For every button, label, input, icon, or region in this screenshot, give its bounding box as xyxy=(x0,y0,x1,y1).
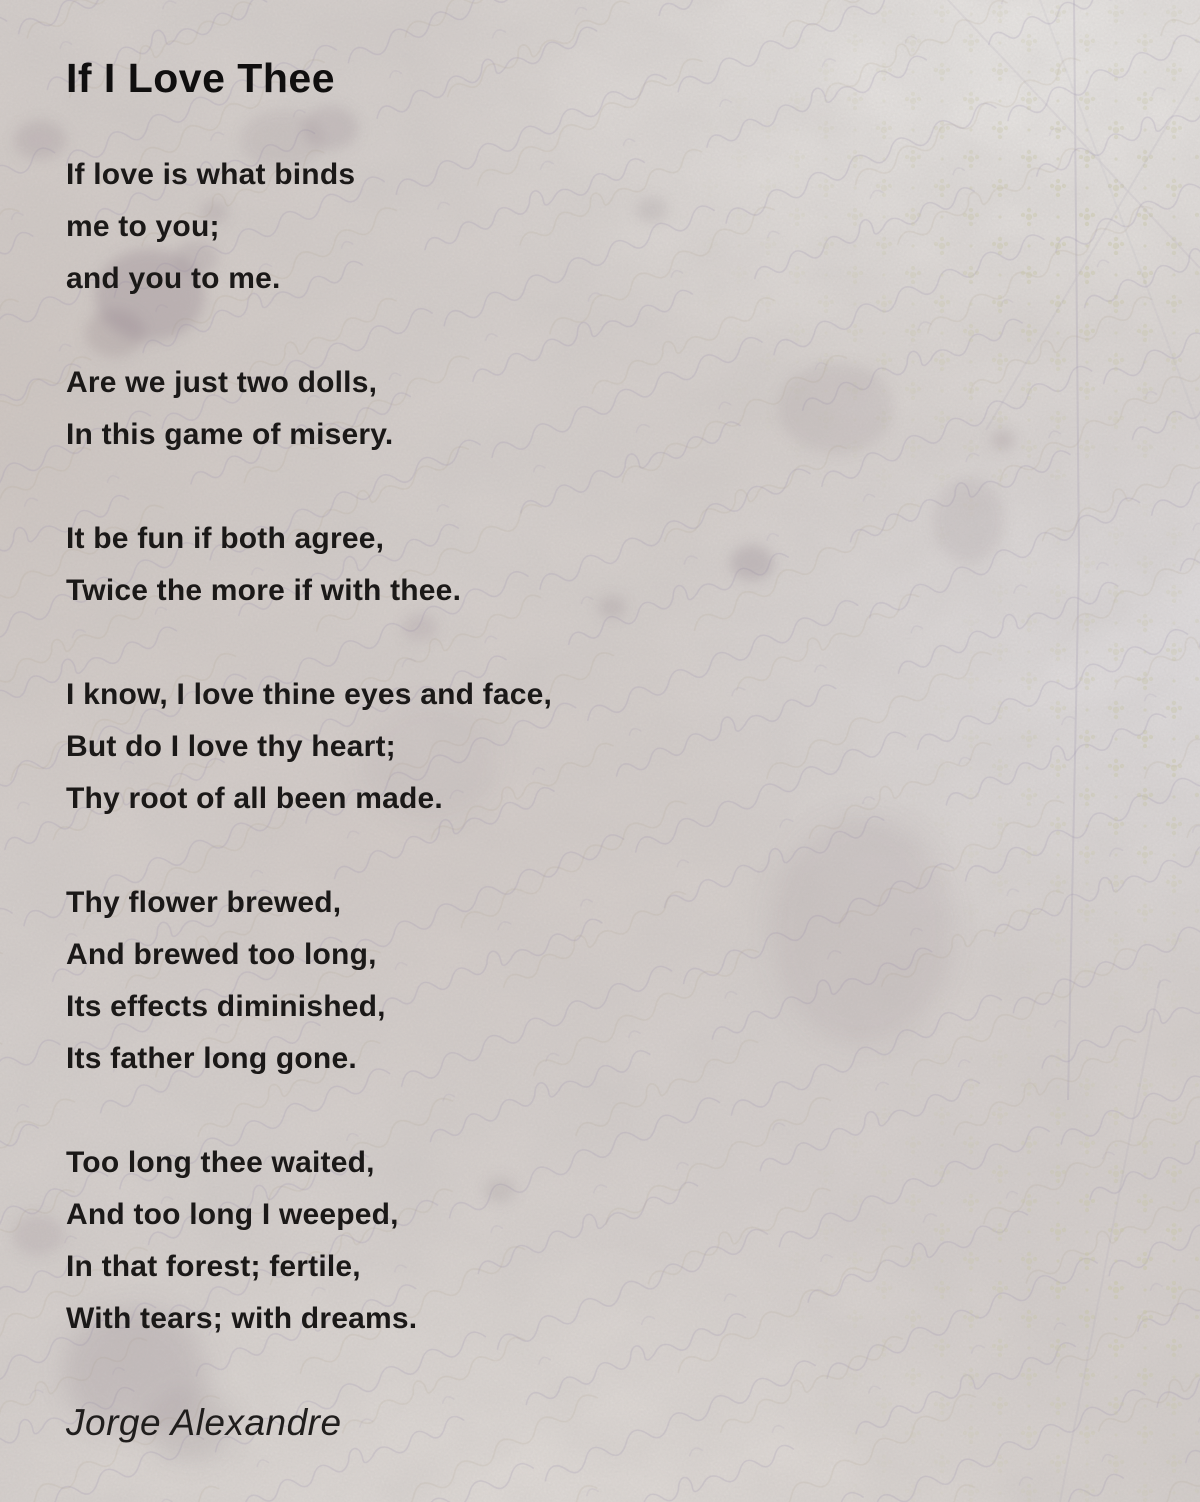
poem-line: Are we just two dolls, xyxy=(66,366,378,399)
poem-line: With tears; with dreams. xyxy=(66,1302,418,1335)
poem-line: If love is what binds xyxy=(66,158,356,191)
stanza-5 xyxy=(66,877,1066,1085)
poem-line: Thy flower brewed, xyxy=(66,886,342,919)
stanza-2 xyxy=(66,357,1066,461)
poem-line: And too long I weeped, xyxy=(66,1198,399,1231)
poem-line: It be fun if both agree, xyxy=(66,522,385,555)
poem-line: Its effects diminished, xyxy=(66,990,386,1023)
poem-line: But do I love thy heart; xyxy=(66,730,396,763)
poem-line: And brewed too long, xyxy=(66,938,377,971)
poem-line: Its father long gone. xyxy=(66,1042,357,1075)
poem-author: Jorge Alexandre xyxy=(66,1402,342,1443)
poem-line: Too long thee waited, xyxy=(66,1146,375,1179)
poem-line: me to you; xyxy=(66,210,220,243)
stanza-6 xyxy=(66,1137,1066,1345)
stanza-3 xyxy=(66,513,1066,617)
poem-line: In this game of misery. xyxy=(66,418,394,451)
poem-line: In that forest; fertile, xyxy=(66,1250,361,1283)
stanza-1 xyxy=(66,149,1066,305)
stanza-4 xyxy=(66,669,1066,825)
poem-title: If I Love Thee xyxy=(66,55,335,101)
poem-content xyxy=(66,52,1066,1449)
poem-line: I know, I love thine eyes and face, xyxy=(66,678,553,711)
poem-line: Twice the more if with thee. xyxy=(66,574,462,607)
poem-line: Thy root of all been made. xyxy=(66,782,443,815)
poem-line: and you to me. xyxy=(66,262,281,295)
